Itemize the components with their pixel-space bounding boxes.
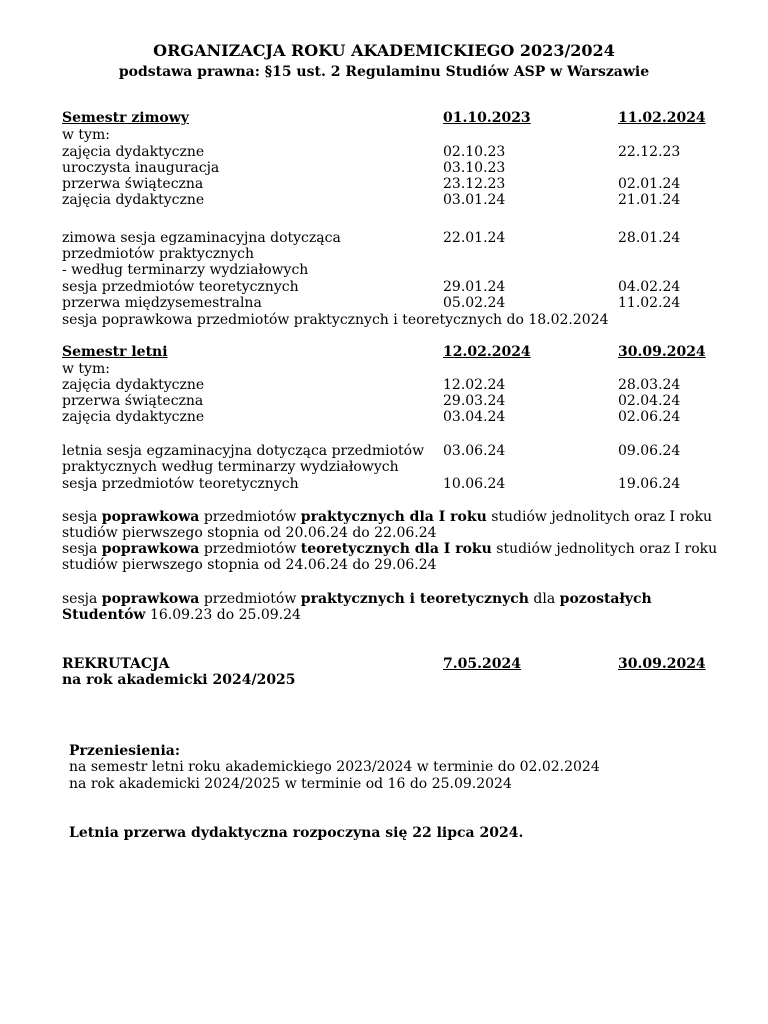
text-run-bold: praktycznych i teoretycznych <box>300 591 529 607</box>
text-run: sesja <box>62 509 102 525</box>
retake-paragraph-first-year-practical <box>62 509 722 541</box>
text-run-bold: teoretycznych dla I roku <box>300 541 492 557</box>
winter-theory-to: 04.02.24 <box>618 279 681 295</box>
summer-break-note: Letnia przerwa dydaktyczna rozpoczyna się 22 lipca 2024. <box>69 825 524 841</box>
summer-row-to: 02.06.24 <box>618 409 681 425</box>
text-run: przedmiotów <box>199 591 301 607</box>
winter-exam-label-3: - według terminarzy wydziałowych <box>62 262 309 278</box>
retake-paragraph-first-year-theory <box>62 541 722 573</box>
text-run: studiów jednolitych oraz I roku <box>491 541 718 557</box>
winter-break-label: przerwa międzysemestralna <box>62 295 262 311</box>
transfers-heading: Przeniesienia: <box>69 743 181 759</box>
summer-exam-from: 03.06.24 <box>443 443 506 459</box>
text-run: sesja <box>62 541 102 557</box>
winter-row-label: zajęcia dydaktyczne <box>62 192 205 208</box>
summer-row-label: przerwa świąteczna <box>62 393 204 409</box>
summer-row-label: zajęcia dydaktyczne <box>62 377 205 393</box>
summer-row-from: 12.02.24 <box>443 377 506 393</box>
winter-row-from: 03.01.24 <box>443 192 506 208</box>
winter-theory-from: 29.01.24 <box>443 279 506 295</box>
winter-semester-start: 01.10.2023 <box>443 110 531 126</box>
text-run-bold: poprawkowa <box>101 509 200 525</box>
summer-theory-to: 19.06.24 <box>618 476 681 492</box>
summer-theory-from: 10.06.24 <box>443 476 506 492</box>
text-run-bold: pozostałych <box>559 591 652 607</box>
text-run-bold: poprawkowa <box>101 541 200 557</box>
winter-semester-end: 11.02.2024 <box>618 110 706 126</box>
winter-exam-to: 28.01.24 <box>618 230 681 246</box>
summer-row-to: 02.04.24 <box>618 393 681 409</box>
recruitment-end: 30.09.2024 <box>618 656 706 672</box>
summer-row-from: 29.03.24 <box>443 393 506 409</box>
winter-break-from: 05.02.24 <box>443 295 506 311</box>
text-run: studiów pierwszego stopnia od 24.06.24 do 29.06.24 <box>62 557 437 573</box>
text-run: studiów pierwszego stopnia od 20.06.24 do 22.06.24 <box>62 525 437 541</box>
winter-exam-from: 22.01.24 <box>443 230 506 246</box>
text-run: przedmiotów <box>199 541 301 557</box>
recruitment-start: 7.05.2024 <box>443 656 521 672</box>
summer-semester-heading: Semestr letni <box>62 344 168 360</box>
winter-row-from: 03.10.23 <box>443 160 506 176</box>
winter-row-from: 02.10.23 <box>443 144 506 160</box>
text-run-bold: praktycznych dla I roku <box>300 509 487 525</box>
text-run-bold: Studentów <box>62 607 146 623</box>
summer-exam-to: 09.06.24 <box>618 443 681 459</box>
text-run: studiów jednolitych oraz I roku <box>486 509 713 525</box>
summer-semester-start: 12.02.2024 <box>443 344 531 360</box>
winter-row-from: 23.12.23 <box>443 176 506 192</box>
recruitment-subheading: na rok akademicki 2024/2025 <box>62 672 296 688</box>
winter-semester-heading: Semestr zimowy <box>62 110 189 126</box>
text-run: sesja <box>62 591 102 607</box>
winter-row-label: przerwa świąteczna <box>62 176 204 192</box>
winter-row-label: zajęcia dydaktyczne <box>62 144 205 160</box>
summer-row-to: 28.03.24 <box>618 377 681 393</box>
retake-paragraph-others <box>62 591 722 623</box>
text-run: dla <box>528 591 560 607</box>
page-subtitle: podstawa prawna: §15 ust. 2 Regulaminu Studiów ASP w Warszawie <box>118 64 650 80</box>
winter-row-to: 21.01.24 <box>618 192 681 208</box>
winter-exam-label-2: przedmiotów praktycznych <box>62 246 254 262</box>
transfers-line-1: na semestr letni roku akademickiego 2023/2024 w terminie do 02.02.2024 <box>69 759 600 775</box>
text-run-bold: poprawkowa <box>101 591 200 607</box>
text-run: 16.09.23 do 25.09.24 <box>145 607 301 623</box>
winter-intro: w tym: <box>62 127 110 143</box>
winter-theory-label: sesja przedmiotów teoretycznych <box>62 279 299 295</box>
summer-semester-end: 30.09.2024 <box>618 344 706 360</box>
summer-exam-label-1: letnia sesja egzaminacyjna dotycząca przedmiotów <box>62 443 425 459</box>
page-title: ORGANIZACJA ROKU AKADEMICKIEGO 2023/2024 <box>153 41 615 60</box>
transfers-line-2: na rok akademicki 2024/2025 w terminie od 16 do 25.09.2024 <box>69 776 512 792</box>
summer-row-from: 03.04.24 <box>443 409 506 425</box>
winter-exam-label-1: zimowa sesja egzaminacyjna dotycząca <box>62 230 341 246</box>
recruitment-heading: REKRUTACJA <box>62 656 170 672</box>
winter-row-label: uroczysta inauguracja <box>62 160 220 176</box>
text-run: przedmiotów <box>199 509 301 525</box>
summer-row-label: zajęcia dydaktyczne <box>62 409 205 425</box>
winter-break-to: 11.02.24 <box>618 295 681 311</box>
winter-row-to: 22.12.23 <box>618 144 681 160</box>
winter-row-to: 02.01.24 <box>618 176 681 192</box>
winter-retake-note: sesja poprawkowa przedmiotów praktycznych i teoretycznych do 18.02.2024 <box>62 312 609 328</box>
summer-exam-label-2: praktycznych według terminarzy wydziałowych <box>62 459 399 475</box>
summer-theory-label: sesja przedmiotów teoretycznych <box>62 476 299 492</box>
summer-intro: w tym: <box>62 361 110 377</box>
